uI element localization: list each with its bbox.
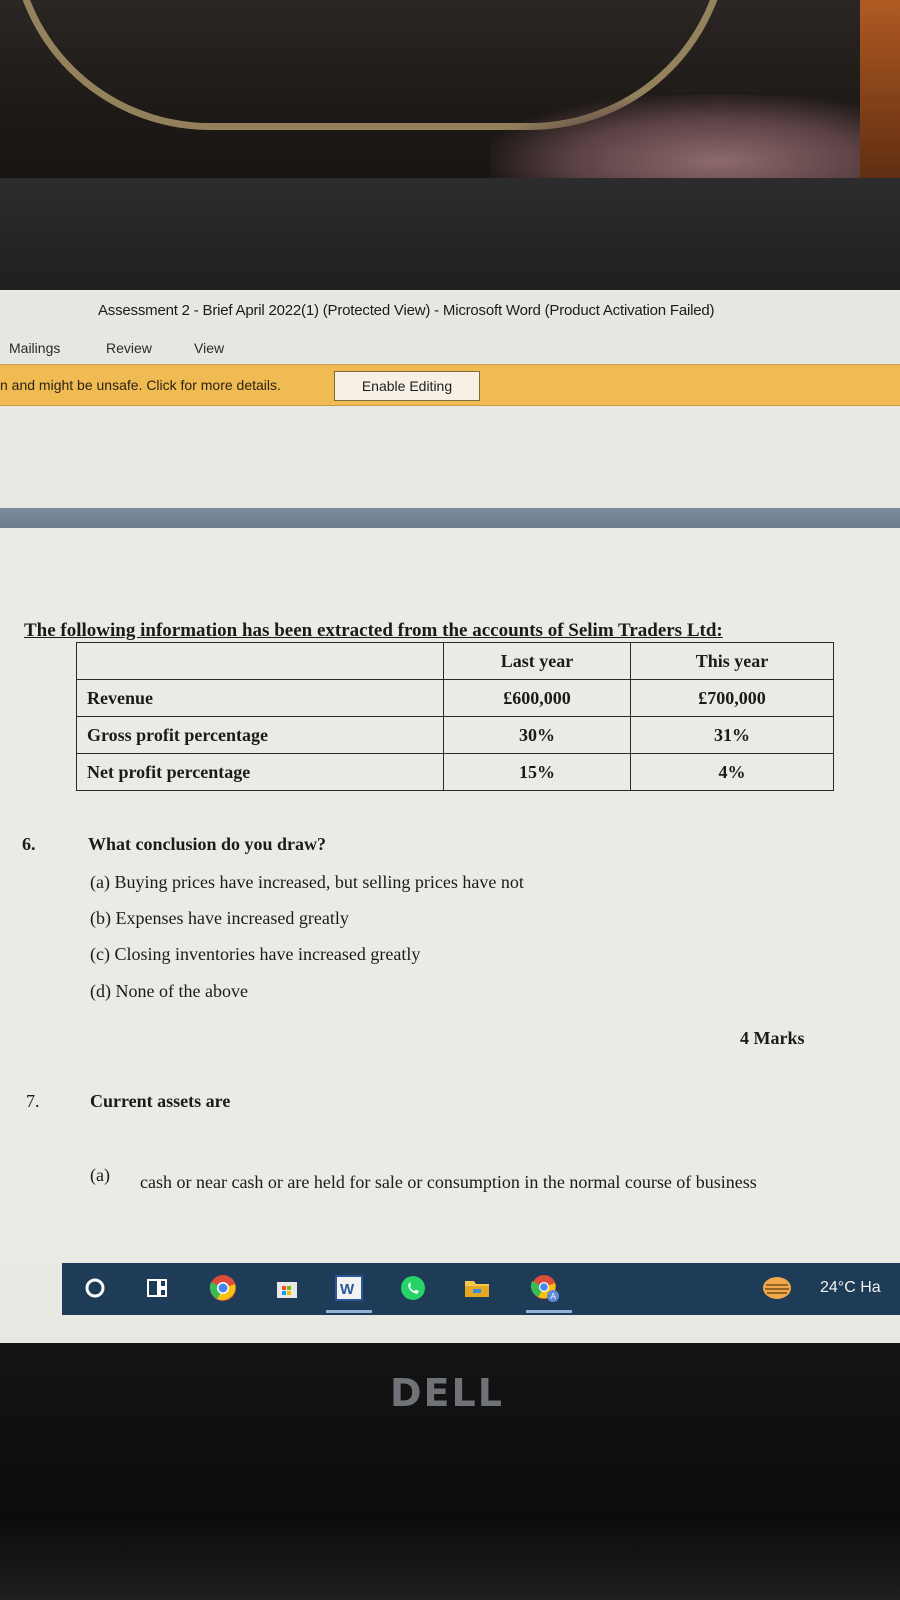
store-icon[interactable] [272, 1273, 302, 1303]
intro-text: The following information has been extracted from the accounts of Selim Traders Ltd: [24, 620, 723, 641]
question-6-number: 6. [22, 834, 36, 854]
word-icon[interactable] [334, 1273, 364, 1303]
chrome-active-indicator [526, 1310, 572, 1313]
q7-option-a-text: cash or near cash or are held for sale or consumption in the normal course of business [140, 1172, 757, 1192]
document-area-top [0, 408, 900, 508]
dell-logo: DELL [390, 1371, 504, 1415]
chrome-icon[interactable] [208, 1273, 238, 1303]
q6-option-c: (c) Closing inventories have increased greatly [90, 944, 421, 964]
table-cell: Net profit percentage [77, 754, 444, 791]
table-cell: £700,000 [631, 680, 834, 717]
lamp-edge [860, 0, 900, 190]
enable-editing-button[interactable]: Enable Editing [334, 371, 480, 401]
laptop-bottom-bezel [0, 1343, 900, 1600]
svg-text:W: W [340, 1281, 355, 1298]
table-header-row [77, 643, 834, 680]
table-cell: Revenue [77, 680, 444, 717]
fabric [490, 95, 870, 190]
background-room [0, 0, 900, 190]
q6-option-a: (a) Buying prices have increased, but selling prices have not [90, 872, 524, 892]
table-cell: £600,000 [444, 680, 631, 717]
table-cell: Gross profit percentage [77, 717, 444, 754]
document-separator [0, 508, 900, 528]
table-cell: 4% [631, 754, 834, 791]
table-cell [77, 643, 444, 680]
q7-option-a-letter: (a) [90, 1165, 110, 1185]
tab-review[interactable]: Review [106, 340, 152, 356]
accounts-table [76, 642, 834, 791]
weather-text[interactable]: 24°C Ha [820, 1279, 881, 1296]
table-cell: 30% [444, 717, 631, 754]
window-title: Assessment 2 - Brief April 2022(1) (Protected View) - Microsoft Word (Product Activation Failed) [98, 302, 715, 319]
table-header-this-year: This year [631, 643, 834, 680]
q6-marks: 4 Marks [740, 1028, 805, 1048]
svg-text:A: A [550, 1292, 556, 1301]
title-bar [0, 290, 900, 338]
table-row [77, 680, 834, 717]
table-cell: 15% [444, 754, 631, 791]
q6-option-d: (d) None of the above [90, 981, 248, 1001]
table-cell: 31% [631, 717, 834, 754]
question-6-text: What conclusion do you draw? [88, 834, 327, 854]
word-active-indicator [326, 1310, 372, 1313]
table-row [77, 717, 834, 754]
weather-sun-icon[interactable] [762, 1273, 792, 1303]
table-header-last-year: Last year [444, 643, 631, 680]
question-7-text: Current assets are [90, 1091, 231, 1111]
document-page [0, 528, 900, 1263]
task-view-icon[interactable] [142, 1273, 172, 1303]
taskbar [62, 1263, 900, 1315]
ribbon-tabs [0, 338, 900, 362]
whatsapp-icon[interactable] [398, 1273, 428, 1303]
start-circle-icon[interactable] [80, 1273, 110, 1303]
screen [0, 290, 900, 1343]
question-7-number: 7. [26, 1091, 40, 1111]
protected-view-bar [0, 364, 900, 406]
tab-mailings[interactable]: Mailings [9, 340, 61, 356]
table-row [77, 754, 834, 791]
q6-option-b: (b) Expenses have increased greatly [90, 908, 349, 928]
chrome-profile-icon[interactable] [530, 1273, 560, 1303]
protected-view-message[interactable]: n and might be unsafe. Click for more details. [0, 377, 281, 393]
file-explorer-icon[interactable] [462, 1273, 492, 1303]
tab-view[interactable]: View [194, 340, 225, 356]
laptop-top-bezel [0, 178, 900, 290]
